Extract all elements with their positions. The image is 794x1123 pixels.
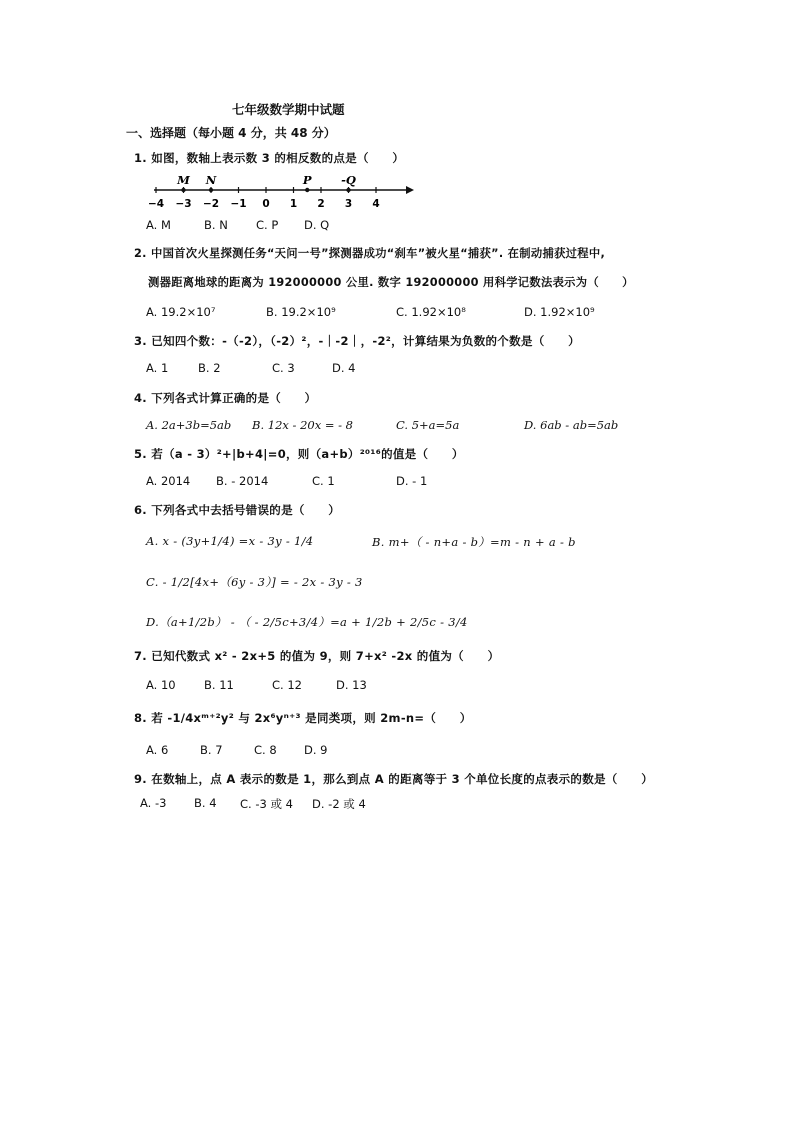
number-line-point-label: P [302, 173, 312, 187]
q3-option-a[interactable]: A. 1 [146, 361, 169, 375]
q4-option-b[interactable]: B. 12x - 20x = - 8 [252, 418, 354, 432]
number-line-point [305, 188, 309, 192]
number-line-point [209, 188, 213, 192]
number-line-tick-label: 0 [262, 198, 270, 210]
q1-option-b[interactable]: B. N [204, 218, 228, 232]
question-7-options [146, 678, 446, 694]
q6-option-a[interactable]: A. x - (3y+1/4) =x - 3y - 1/4 [146, 534, 314, 548]
number-line-figure [148, 168, 418, 216]
q1-option-c[interactable]: C. P [256, 218, 279, 232]
page-title: 七年级数学期中试题 [232, 102, 345, 117]
q2-option-b[interactable]: B. 19.2×10⁹ [266, 305, 336, 319]
q8-option-d[interactable]: D. 9 [304, 743, 328, 757]
number-line-tick-label: −3 [175, 198, 192, 210]
q7-option-b[interactable]: B. 11 [204, 678, 234, 692]
question-2-stem-line2: 测器距离地球的距离为 192000000 公里. 数字 192000000 用科学记数法表示为（ ） [148, 276, 634, 289]
question-3-options [146, 361, 446, 377]
q2-option-a[interactable]: A. 19.2×10⁷ [146, 305, 216, 319]
q9-option-d[interactable]: D. -2 或 4 [312, 797, 366, 811]
number-line-tick-label: 4 [372, 198, 380, 210]
question-9-stem: 9. 在数轴上，点 A 表示的数是 1，那么到点 A 的距离等于 3 个单位长度的点表示的数是（ ） [134, 772, 653, 786]
question-9-options [140, 796, 440, 812]
q7-option-a[interactable]: A. 10 [146, 678, 176, 692]
q2-option-c[interactable]: C. 1.92×10⁸ [396, 305, 466, 319]
q5-option-d[interactable]: D. - 1 [396, 474, 428, 488]
q1-option-d[interactable]: D. Q [304, 218, 330, 232]
q6-option-d[interactable]: D.（a+1/2b） - （ - 2/5c+3/4）=a + 1/2b + 2/5c - 3/4 [146, 615, 468, 629]
q1-option-a[interactable]: A. M [146, 218, 171, 232]
q8-option-a[interactable]: A. 6 [146, 743, 169, 757]
q3-option-b[interactable]: B. 2 [198, 361, 221, 375]
q7-option-c[interactable]: C. 12 [272, 678, 302, 692]
number-line-point-label: M [177, 173, 190, 187]
q4-option-d[interactable]: D. 6ab - ab=5ab [524, 418, 619, 432]
question-3-stem: 3. 已知四个数：-（-2），（-2）²，-｜-2｜，-2²，计算结果为负数的个数是（ ） [134, 334, 580, 348]
q9-option-b[interactable]: B. 4 [194, 796, 217, 810]
q5-option-c[interactable]: C. 1 [312, 474, 335, 488]
question-8-options [146, 743, 446, 759]
q3-option-d[interactable]: D. 4 [332, 361, 356, 375]
number-line-point-label: N [205, 173, 217, 187]
q5-option-b[interactable]: B. - 2014 [216, 474, 269, 488]
number-line-tick-label: 3 [344, 198, 353, 210]
number-line-point [181, 188, 185, 192]
q4-option-c[interactable]: C. 5+a=5a [396, 418, 460, 432]
q9-option-c[interactable]: C. -3 或 4 [240, 797, 293, 811]
number-line-tick-label: −4 [148, 198, 165, 210]
question-8-stem: 8. 若 -1/4xᵐ⁺²y² 与 2x⁶yⁿ⁺³ 是同类项，则 2m-n=（ ） [134, 711, 472, 725]
q9-option-a[interactable]: A. -3 [140, 796, 167, 810]
question-6-stem: 6. 下列各式中去括号错误的是（ ） [134, 503, 341, 517]
q8-option-c[interactable]: C. 8 [254, 743, 277, 757]
question-2-options [146, 305, 646, 321]
number-line-tick-label: −2 [202, 198, 220, 210]
question-2-stem-line1: 2. 中国首次火星探测任务“天问一号”探测器成功“刹车”被火星“捕获”. 在制动捕获过程中, [134, 247, 606, 260]
question-5-options [146, 474, 546, 490]
section-heading: 一、选择题（每小题 4 分，共 48 分） [126, 126, 336, 140]
question-1-options [146, 218, 446, 234]
q2-option-d[interactable]: D. 1.92×10⁹ [524, 305, 595, 319]
number-line-tick-label: −1 [230, 198, 247, 210]
q6-option-b[interactable]: B. m+（ - n+a - b）=m - n + a - b [372, 535, 576, 549]
q7-option-d[interactable]: D. 13 [336, 678, 367, 692]
q3-option-c[interactable]: C. 3 [272, 361, 295, 375]
number-line-tick-label: 2 [317, 198, 325, 210]
q8-option-b[interactable]: B. 7 [200, 743, 223, 757]
question-5-stem: 5. 若（a - 3）²+|b+4|=0，则（a+b）²⁰¹⁶的值是（ ） [134, 447, 464, 461]
q4-option-a[interactable]: A. 2a+3b=5ab [146, 418, 232, 432]
q6-option-c[interactable]: C. - 1/2[4x+（6y - 3）] = - 2x - 3y - 3 [146, 575, 363, 589]
question-7-stem: 7. 已知代数式 x² - 2x+5 的值为 9，则 7+x² -2x 的值为（ ） [134, 649, 500, 663]
question-4-options [146, 418, 646, 434]
number-line-point [346, 188, 350, 192]
q5-option-a[interactable]: A. 2014 [146, 474, 191, 488]
number-line-point-label: -Q [341, 173, 356, 187]
question-4-stem: 4. 下列各式计算正确的是（ ） [134, 391, 317, 405]
number-line-tick-label: 1 [289, 198, 298, 210]
number-line-arrow [406, 186, 414, 194]
question-1-stem: 1. 如图，数轴上表示数 3 的相反数的点是（ ） [134, 151, 405, 165]
